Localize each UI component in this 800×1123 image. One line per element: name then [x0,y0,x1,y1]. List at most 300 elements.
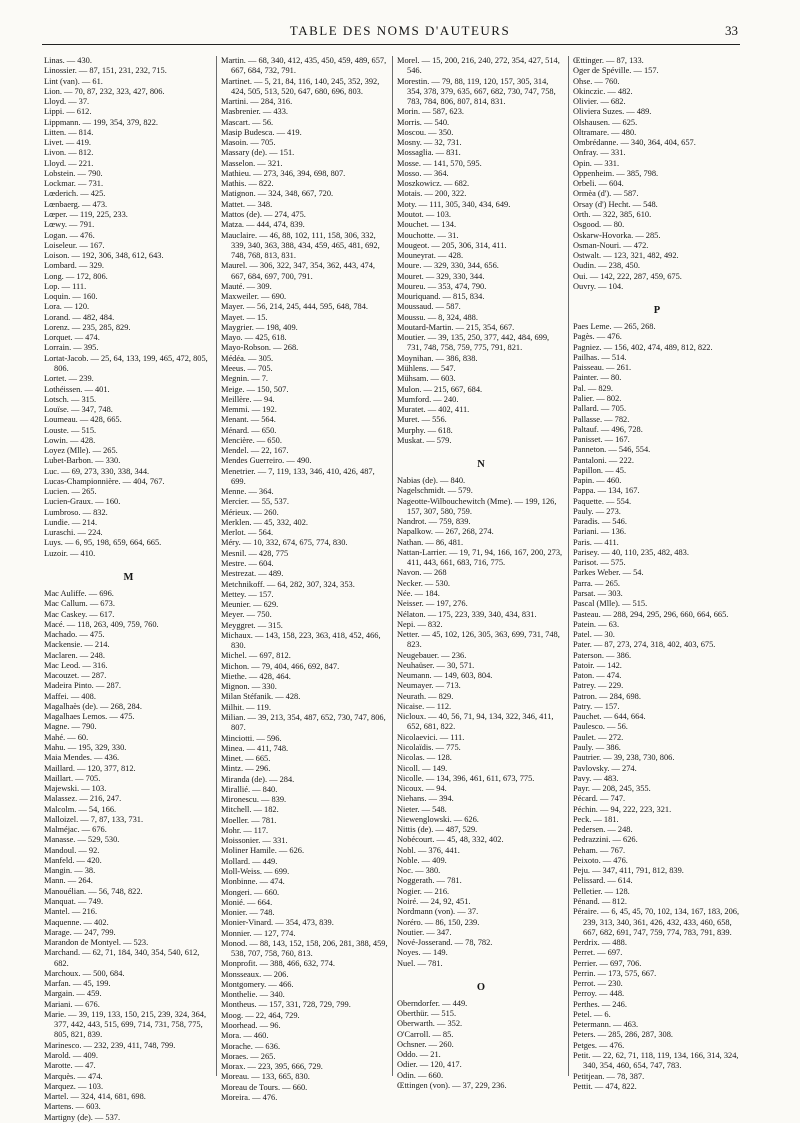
author-entry: Pailhas. — 514. [573,352,627,362]
author-entry: Ouvry. — 104. [573,281,624,291]
author-entry: Mathieu. — 273, 346, 394, 698, 807. [221,168,346,178]
author-entry: Nobl. — 376, 441. [397,845,460,855]
author-entry: Meunier. — 629. [221,600,279,610]
author-entry: Mosny. — 32, 731. [397,138,462,148]
author-entry: Perret. — 697. [573,948,623,958]
author-entry: Magalhaes Lemos. — 475. [44,712,135,722]
author-entry: Lorenz. — 235, 285, 829. [44,322,131,332]
author-entry: Martens. — 603. [44,1102,101,1112]
author-entry: Paulet. — 272. [573,732,624,742]
author-entry: Lorrain. — 395. [44,343,99,353]
author-entry: Mouchotte. — 31. [397,230,459,240]
author-entry: Mac Auliffe. — 696. [44,589,114,599]
author-entry: Menant. — 564. [221,415,276,425]
author-entry: Nobécourt. — 45, 48, 332, 402. [397,835,504,845]
author-entry: Lucien-Graux. — 160. [44,497,121,507]
author-entry: Merklen. — 45, 332, 402. [221,517,308,527]
author-entry: Lucas-Championnière. — 404, 767. [44,476,165,486]
author-entry: Nicoll. — 149. [397,763,448,773]
author-entry: Papin. — 460. [573,476,622,486]
author-entry: Niehans. — 394. [397,794,454,804]
author-entry: Née. — 184. [397,589,440,599]
page-header [0,23,800,43]
author-entry: Martigny (de). — 537. [44,1112,121,1122]
author-entry: Moeller. — 781. [221,815,277,825]
author-entry: Morache. — 636. [221,1041,281,1051]
section-letter: P [653,305,661,317]
author-entry: Ménard. — 650. [221,425,277,435]
author-entry: Mac Caskey. — 617. [44,609,115,619]
author-entry: Mayo-Robson. — 268. [221,343,299,353]
author-entry: Oskarw-Hovorka. — 285. [573,230,661,240]
author-entry: Noréro. — 86, 150, 239. [397,917,480,927]
author-entry: Moszkowicz. — 682. [397,179,470,189]
author-entry: Moorhead. — 96. [221,1020,281,1030]
author-entry: Pauchet. — 644, 664. [573,712,646,722]
author-entry: Lortet. — 239. [44,374,94,384]
author-entry: Lundie. — 214. [44,517,98,527]
author-entry: Malméjac. — 676. [44,825,107,835]
author-entry: Moreau. — 133, 665, 830. [221,1072,310,1082]
author-entry: Paes Leme. — 265, 268. [573,322,656,332]
author-entry: Minet. — 665. [221,754,271,764]
author-entry: Lœderich. — 425. [44,189,106,199]
author-entry: Panisset. — 167. [573,435,630,445]
author-entry: Ombrédanne. — 340, 364, 404, 657. [573,138,696,148]
author-entry: Patel. — 30. [573,630,615,640]
author-entry: Margain. — 459. [44,989,102,999]
section-letter: N [477,459,485,471]
author-entry: Pettit. — 474, 822. [573,1081,637,1091]
author-entry: Nicoux. — 94. [397,784,447,794]
author-entry: Lion. — 70, 87, 232, 323, 427, 806. [44,86,165,96]
author-entry: Lortat-Jacob. — 25, 64, 133, 199, 465, 472, 805, 806. [44,353,208,373]
author-entry: Long. — 172, 806. [44,271,108,281]
author-entry: Moraes. — 265. [221,1051,276,1061]
author-entry: Petel. — 6. [573,1009,611,1019]
author-entry: Malloizel. — 7, 87, 133, 731. [44,814,144,824]
author-entry: Opin. — 331. [573,158,620,168]
author-entry: Nageotte-Wilbouchewitch (Mme). — 199, 126, 157, 307, 580, 759. [397,496,557,516]
author-entry: Parra. — 265. [573,578,620,588]
author-entry: Patrey. — 229. [573,681,624,691]
author-entry: Morel. — 15, 200, 216, 240, 272, 354, 427, 514, 546. [397,56,560,76]
author-entry: Maxweiler. — 690. [221,292,287,302]
author-entry: Minciotti. — 596. [221,733,282,743]
author-entry: Muret. — 556. [397,415,447,425]
author-entry: Mohr. — 117. [221,825,269,835]
section-gap [44,559,213,569]
author-entry: Lucien. — 265. [44,487,97,497]
author-entry: Mattos (de). — 274, 475. [221,209,306,219]
author-entry: Michel. — 697, 812. [221,651,291,661]
author-entry: Mosse. — 141, 570, 595. [397,158,482,168]
author-entry: Moure. — 329, 330, 344, 656. [397,261,499,271]
author-entry: Peck. — 181. [573,814,619,824]
author-entry: Pénand. — 812. [573,896,627,906]
author-entry: Oltramare. — 480. [573,127,637,137]
author-entry: Mouchet. — 134. [397,220,457,230]
author-entry: Massary (de). — 151. [221,148,295,158]
author-entry: Mulon. — 215, 667, 684. [397,384,483,394]
author-entry: Mackensie. — 214. [44,640,110,650]
author-entry: Manouélian. — 56, 748, 822. [44,886,143,896]
author-entry: Maillart. — 705. [44,773,101,783]
author-entry: Mesnil. — 428, 775 [221,548,289,558]
author-entry: Mayo. — 425, 618. [221,333,287,343]
author-entry: Mantel. — 216. [44,907,98,917]
author-entry: Peixoto. — 476. [573,855,628,865]
author-entry: Megnin. — 7. [221,374,268,384]
author-entry: Paisseau. — 261. [573,363,632,373]
author-entry: Litten. — 814. [44,127,94,137]
author-entry: Linossier. — 87, 151, 231, 232, 715. [44,66,167,76]
author-entry: Manfeld. — 420. [44,855,102,865]
author-entry: Machado. — 475. [44,630,105,640]
author-entry: Papillon. — 45. [573,465,627,475]
author-entry: Nabias (de). — 840. [397,476,466,486]
author-entry: Nathan. — 86, 481. [397,537,464,547]
author-entry: Magalhaès (de). — 268, 284. [44,701,142,711]
author-entry: Patein. — 63. [573,619,620,629]
author-entry: Malcolm. — 54, 166. [44,804,117,814]
author-entry: Monnier. — 127, 774. [221,928,296,938]
author-entry: Lubet-Barbon. — 330. [44,456,121,466]
author-entry: Marotte. — 47. [44,1061,96,1071]
author-entry: Mora. — 460. [221,1031,269,1041]
author-entry: Pagès. — 476. [573,332,622,342]
author-entry: Maurel. — 306, 322, 347, 354, 362, 443, 474, 667, 684, 697, 700, 791. [221,261,375,281]
author-entry: Nicloux. — 40, 56, 71, 94, 134, 322, 346, 411, 652, 681, 822. [397,712,554,732]
author-entry: Painter. — 80. [573,373,622,383]
author-entry: Osman-Nouri. — 472. [573,240,649,250]
author-entry: Moog. — 22, 464, 729. [221,1010,300,1020]
author-entry: Pauly. — 273. [573,506,621,516]
author-entry: Menetrier. — 7, 119, 133, 346, 410, 426, 487, 699. [221,466,375,486]
author-entry: Patoir. — 142. [573,660,622,670]
author-entry: Lothéissen. — 401. [44,384,110,394]
author-entry: Muratet. — 402, 411. [397,405,470,415]
author-entry: Manasse. — 529, 530. [44,835,120,845]
author-entry: Odier. — 120, 417. [397,1060,462,1070]
author-entry: Macouzet. — 287. [44,671,107,681]
author-entry: Nandrot. — 759, 839. [397,517,471,527]
author-entry: Oberwarth. — 352. [397,1019,463,1029]
author-entry: Paulesco. — 56. [573,722,628,732]
author-entry: Œttingen (von). — 37, 229, 236. [397,1080,507,1090]
author-entry: Mauclaire. — 46, 88, 102, 111, 158, 306, 332, 339, 340, 363, 388, 434, 459, 465, 481, 692, 748, 768, 813, 831. [221,230,380,261]
author-entry: Martin. — 68, 340, 412, 435, 450, 459, 489, 657, 667, 684, 732, 791. [221,56,387,76]
author-entry: Paquette. — 554. [573,496,632,506]
author-entry: Mestre. — 604. [221,559,274,569]
author-entry: Loiseleur. — 167. [44,240,105,250]
author-entry: Œttinger. — 87, 133. [573,56,644,65]
author-entry: Mosso. — 364. [397,168,449,178]
author-entry: Macé. — 118, 263, 409, 759, 760. [44,619,159,629]
author-entry: Pelletier. — 128. [573,886,630,896]
author-entry: Luys. — 6, 95, 198, 659, 664, 665. [44,538,162,548]
author-entry: Mumford. — 240. [397,394,459,404]
author-entry: Orsay (d') Hecht. — 548. [573,199,658,209]
author-entry: Nicolaevici. — 111. [397,732,465,742]
author-entry: Maclaren. — 248. [44,650,105,660]
author-entry: Oddo. — 21. [397,1050,441,1060]
author-entry: Lombard. — 329. [44,261,105,271]
author-entry: Noc. — 380. [397,866,441,876]
author-entry: Mignon. — 330. [221,682,277,692]
author-entry: Magne. — 790. [44,722,97,732]
author-entry: Perthes. — 246. [573,999,627,1009]
author-entry: Meyggret. — 315. [221,620,283,630]
author-entry: Nové-Josserand. — 78, 782. [397,938,493,948]
author-entry: Paradis. — 546. [573,517,627,527]
header-rule [42,44,740,45]
author-entry: Moutot. — 103. [397,209,451,219]
author-entry: Luc. — 69, 273, 330, 338, 344. [44,466,150,476]
author-entry: Nittis (de). — 487, 529. [397,825,478,835]
author-entry: Mayer. — 56, 214, 245, 444, 595, 648, 784. [221,302,369,312]
author-entry: Malassez. — 216, 247. [44,794,122,804]
author-entry: Moreau de Tours. — 660. [221,1082,308,1092]
author-entry: Ochsner. — 260. [397,1039,454,1049]
author-entry: Mann. — 264. [44,876,93,886]
author-entry: Necker. — 530. [397,578,451,588]
author-entry: Pariani. — 136. [573,527,627,537]
author-entry: Peham. — 767. [573,845,626,855]
author-entry: Ostwalt. — 123, 321, 482, 492. [573,251,679,261]
author-entry: Noutier. — 347. [397,927,452,937]
author-entry: Marandon de Montyel. — 523. [44,938,149,948]
author-entry: Marinesco. — 232, 239, 411, 748, 799. [44,1040,176,1050]
author-entry: Milian. — 39, 213, 354, 487, 652, 730, 747, 806, 807. [221,713,386,733]
author-entry: Pagniez. — 156, 402, 474, 489, 812, 822. [573,342,713,352]
author-entry: Michaux. — 143, 158, 223, 363, 418, 452, 466, 830. [221,630,381,651]
author-entry: Pedrazzini. — 626. [573,835,638,845]
author-entry: Monsseaux. — 206. [221,969,289,979]
author-entry: Masip Budesca. — 419. [221,127,302,137]
author-entry: Netter. — 45, 102, 126, 305, 363, 699, 731, 748, 823. [397,630,560,650]
author-entry: Monié. — 664. [221,897,273,907]
author-entry: Moutier. — 39, 135, 250, 377, 442, 484, 699, 731, 748, 758, 759, 775, 791, 821. [397,333,550,353]
author-entry: Masselon. — 321. [221,158,283,168]
author-entry: Perrin. — 173, 575, 667. [573,968,657,978]
author-entry: Lippi. — 612. [44,107,92,117]
author-entry: Mouneyrat. — 428. [397,251,464,261]
author-entry: Monier. — 748. [221,908,275,918]
author-entry: Méry. — 10, 332, 674, 675, 774, 830. [221,538,348,548]
author-entry: Monthelie. — 340. [221,990,285,1000]
author-entry: Lowin. — 428. [44,435,96,445]
author-entry: Péraire. — 6, 45, 45, 70, 102, 134, 167, 183, 206, 239, 313, 340, 361, 426, 432, 433, 460, 658, 667, 682, 691, 747, 759, 774, 783, 791, 839. [573,907,740,937]
author-entry: Maillard. — 120, 377, 812. [44,763,136,773]
section-letter: O [476,981,486,993]
author-entry: Manquat. — 749. [44,896,104,906]
author-entry: Maffei. — 408. [44,691,96,701]
author-entry: Montheus. — 157, 331, 728, 729, 799. [221,1000,351,1010]
author-entry: O'Carroll. — 85. [397,1029,454,1039]
author-entry: Matza. — 444, 474, 839. [221,220,305,230]
author-entry: Noiré. — 24, 92, 451. [397,896,471,906]
author-entry: Moutard-Martin. — 215, 354, 667. [397,322,515,332]
author-entry: Lotsch. — 315. [44,394,97,404]
index-column [216,56,392,1102]
author-entry: Neumann. — 149, 603, 804. [397,671,493,681]
author-entry: Marquès. — 474. [44,1071,103,1081]
author-entry: Petitjean. — 78, 387. [573,1071,645,1081]
author-entry: Monier-Vinard. — 354, 473, 839. [221,918,334,928]
author-entry: Lora. — 120. [44,302,90,312]
author-entry: Mouret. — 329, 330, 344. [397,271,485,281]
author-entry: Paris. — 411. [573,537,619,547]
index-column [392,56,568,1090]
author-entry: Nicolas. — 128. [397,753,452,763]
author-entry: Onfray. — 331. [573,148,626,158]
author-entry: Mahé. — 60. [44,732,89,742]
author-entry: Mascart. — 56. [221,117,274,127]
author-entry: Mouriquand. — 815, 834. [397,292,485,302]
author-entry: Mangin. — 38. [44,866,96,876]
author-entry: Parsat. — 303. [573,589,623,599]
author-entry: Napalkow. — 267, 268, 274. [397,527,494,537]
author-entry: Orbeli. — 604. [573,179,624,189]
author-entry: Paterson. — 386. [573,650,632,660]
author-entry: Linas. — 430. [44,56,92,65]
author-entry: Oberndorfer. — 449. [397,998,468,1008]
author-entry: Oppenheim. — 385, 798. [573,168,659,178]
author-entry: Pater. — 87, 273, 274, 318, 402, 403, 675. [573,640,716,650]
author-entry: Noyes. — 149. [397,948,448,958]
author-entry: Pallard. — 705. [573,404,627,414]
author-entry: Parisot. — 575. [573,558,626,568]
author-entry: Lloyd. — 221. [44,158,94,168]
author-entry: Maygrier. — 198, 409. [221,322,298,332]
author-entry: Morax. — 223, 395, 666, 729. [221,1062,323,1072]
author-entry: Loquin. — 160. [44,292,98,302]
author-entry: Oudin. — 238, 450. [573,261,640,271]
author-entry: Maia Mendes. — 436. [44,753,120,763]
author-entry: Paltauf. — 496, 728. [573,424,643,434]
author-entry: Mitchell. — 182. [221,805,279,815]
author-entry: Perrier. — 697, 706. [573,958,642,968]
author-entry: Livet. — 419. [44,138,91,148]
author-entry: Masbrenier. — 433. [221,107,288,117]
author-entry: Nicaise. — 112. [397,701,452,711]
author-entry: Orth. — 322, 385, 610. [573,209,652,219]
author-entry: Pedersen. — 248. [573,825,633,835]
author-entry: Okinczic. — 482. [573,86,633,96]
author-entry: Mintz. — 296. [221,764,271,774]
author-entry: Pavlovsky. — 274. [573,763,637,773]
author-entry: Pascal (Mlle). — 515. [573,599,648,609]
author-entry: Niewenglowski. — 626. [397,814,479,824]
author-entry: Neisser. — 197, 276. [397,599,468,609]
author-entry: Milan Stéfanik. — 428. [221,692,301,702]
section-gap [397,969,565,979]
author-entry: Pavy. — 483. [573,773,619,783]
author-entry: Meillère. — 94. [221,394,275,404]
author-entry: Lockmar. — 731. [44,179,104,189]
author-entry: Nélaton. — 175, 223, 339, 340, 434, 831. [397,609,537,619]
author-entry: Ohse. — 760. [573,76,620,86]
author-entry: Nagelschmidt. — 579. [397,486,473,496]
author-entry: Marchoux. — 500, 684. [44,968,125,978]
author-entry: Perdrix. — 488. [573,938,627,948]
author-entry: Mühlens. — 547. [397,363,456,373]
author-entry: Moussaud. — 587. [397,302,461,312]
author-entry: Oliviera Suzes. — 489. [573,107,652,117]
author-entry: Meeus. — 705. [221,363,273,373]
author-entry: Monod. — 88, 143, 152, 158, 206, 281, 388, 459, 538, 707, 758, 760, 813. [221,938,388,959]
author-entry: Mestrezat. — 489. [221,569,284,579]
author-entry: Pantaloni. — 222. [573,455,634,465]
author-entry: Mattet. — 348. [221,199,273,209]
author-entry: Menne. — 364. [221,487,274,497]
author-entry: Olshausen. — 625. [573,117,638,127]
section-gap [573,292,741,302]
author-entry: Murphy. — 618. [397,425,453,435]
index-column [40,56,216,1122]
author-entry: Louïse. — 347, 748. [44,405,113,415]
author-entry: Lœwy. — 791. [44,220,95,230]
author-entry: Lorand. — 482, 484. [44,312,115,322]
author-entry: Marie. — 39, 119, 133, 150, 215, 239, 324, 364, 377, 442, 443, 515, 699, 714, 731, 758, 775, 805, 821, 839. [44,1009,207,1040]
author-entry: Lumbroso. — 832. [44,507,108,517]
author-entry: Ormèa (d'). — 587. [573,189,639,199]
author-entry: Patry. — 157. [573,701,620,711]
author-entry: Muskat. — 579. [397,435,452,445]
author-entry: Noble. — 409. [397,855,447,865]
author-entry: Mauté. — 309. [221,281,272,291]
author-entry: Louste. — 515. [44,425,97,435]
author-entry: Moll-Weiss. — 699. [221,866,290,876]
author-entry: Meige. — 150, 507. [221,384,289,394]
author-entry: Moureu. — 353, 474, 790. [397,281,487,291]
author-entry: Moynihan. — 386, 838. [397,353,478,363]
author-entry: Mérieux. — 260. [221,507,279,517]
author-entry: Luraschi. — 224. [44,528,103,538]
author-entry: Minea. — 411, 748. [221,743,289,753]
author-entry: Morris. — 540. [397,117,450,127]
author-entry: Pécard. — 747. [573,794,626,804]
author-entry: Nuel. — 781. [397,958,443,968]
author-entry: Mossaglia. — 831. [397,148,461,158]
author-entry: Lloyd. — 37. [44,97,90,107]
author-entry: Meyer. — 750. [221,610,272,620]
author-entry: Marold. — 409. [44,1050,98,1060]
author-entry: Madeira Pinto. — 287. [44,681,121,691]
author-entry: Oger de Spéville. — 157. [573,66,659,76]
author-entry: Osgood. — 80. [573,220,625,230]
author-entry: Moscou. — 350. [397,127,454,137]
author-entry: Petermann. — 463. [573,1020,639,1030]
author-entry: Navon. — 268 [397,568,447,578]
author-entry: Panneton. — 546, 554. [573,445,651,455]
author-entry: Peju. — 347, 411, 791, 812, 839. [573,866,684,876]
author-entry: Mougeot. — 205, 306, 314, 411. [397,240,507,250]
author-entry: Odin. — 660. [397,1070,444,1080]
author-entry: Pallasse. — 782. [573,414,630,424]
author-entry: Pelissard. — 614. [573,876,633,886]
author-entry: Miranda (de). — 284. [221,774,295,784]
author-entry: Mongeri. — 660. [221,887,280,897]
author-entry: Olivier. — 682. [573,97,626,107]
author-entry: Lobstein. — 790. [44,168,103,178]
author-entry: Nogier. — 216. [397,886,450,896]
author-entry: Miethe. — 428, 464. [221,671,291,681]
author-entry: Morin. — 587, 623. [397,107,464,117]
index-columns [40,56,744,1122]
author-entry: Michon. — 79, 404, 466, 692, 847. [221,661,340,671]
